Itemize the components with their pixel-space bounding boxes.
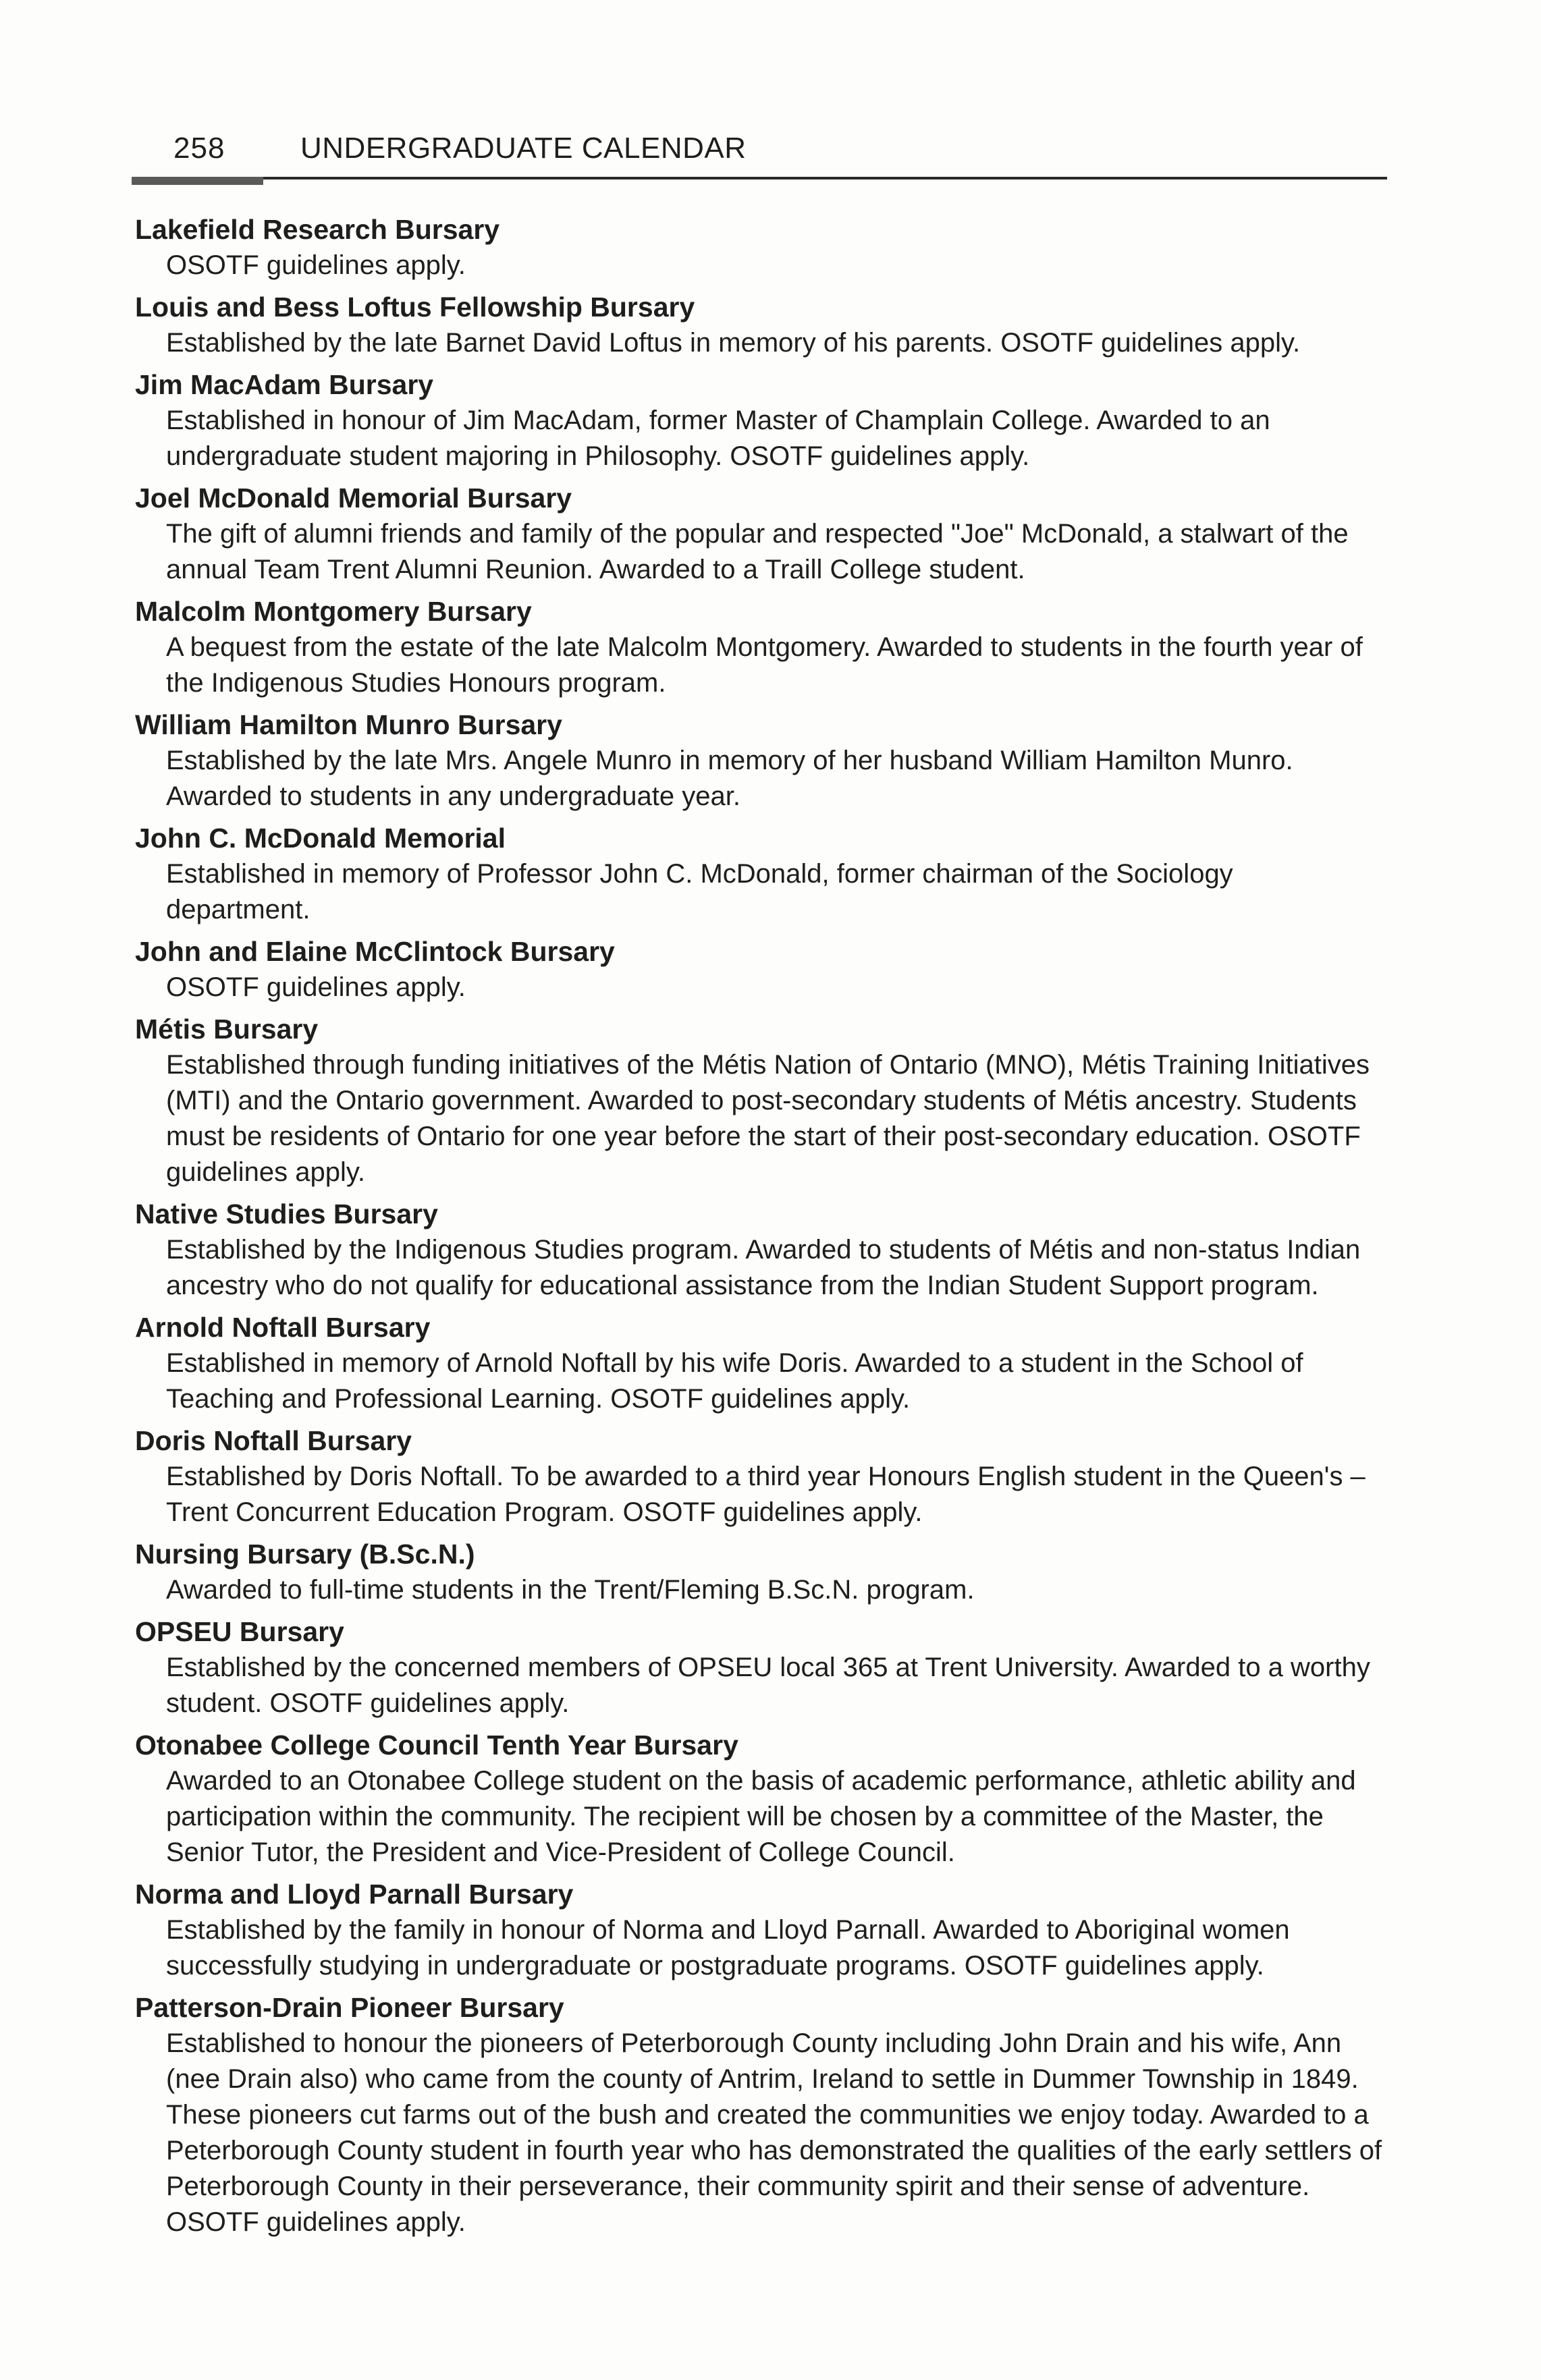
header-rule <box>132 177 1387 179</box>
bursary-entry <box>135 1876 1384 1984</box>
bursary-description: Awarded to an Otonabee College student on the basis of academic performance, athletic ability and participation within the community. The recipient will be chosen by a committee of the Master, the Senior Tutor, the President and Vice-President of College Council. <box>166 1766 1356 1867</box>
bursary-title: Louis and Bess Loftus Fellowship Bursary <box>135 292 695 323</box>
bursary-description: A bequest from the estate of the late Malcolm Montgomery. Awarded to students in the fourth year of the Indigenous Studies Honours program. <box>166 632 1363 698</box>
bursary-entry <box>135 1613 1384 1721</box>
bursary-entry <box>135 1011 1384 1190</box>
bursary-entry <box>135 1309 1384 1417</box>
bursary-title: Otonabee College Council Tenth Year Bursary <box>135 1729 738 1761</box>
bursary-description: Established by the Indigenous Studies program. Awarded to students of Métis and non-status Indian ancestry who do not qualify for educational assistance from the Indian Student Support program. <box>166 1235 1361 1300</box>
bursary-title: Doris Noftall Bursary <box>135 1425 412 1456</box>
bursary-title: Joel McDonald Memorial Bursary <box>135 482 572 514</box>
page-number: 258 <box>173 132 225 165</box>
bursary-list <box>135 211 1384 2246</box>
bursary-entry <box>135 593 1384 701</box>
bursary-entry <box>135 1727 1384 1871</box>
bursary-description: Awarded to full-time students in the Trent/Fleming B.Sc.N. program. <box>166 1575 975 1605</box>
bursary-title: Nursing Bursary (B.Sc.N.) <box>135 1539 475 1570</box>
bursary-entry <box>135 289 1384 361</box>
bursary-entry <box>135 1989 1384 2240</box>
bursary-description: OSOTF guidelines apply. <box>166 972 466 1002</box>
bursary-title: Arnold Noftall Bursary <box>135 1312 431 1343</box>
bursary-title: John C. McDonald Memorial <box>135 823 506 854</box>
bursary-title: William Hamilton Munro Bursary <box>135 709 562 740</box>
bursary-title: OPSEU Bursary <box>135 1616 344 1647</box>
bursary-title: Malcolm Montgomery Bursary <box>135 596 532 627</box>
bursary-description: Established to honour the pioneers of Peterborough County including John Drain and his wife, Ann (nee Drain also) who came from the county of Antrim, Ireland to settle in Dummer Township in 1849. These pioneers cut farms out of the bush and created the communities we enjoy today. Awarded to a Peterborough County student in fourth year who has demonstrated the qualities of the early settlers of Peterborough County in their perseverance, their community spirit and their sense of adventure. OSOTF guidelines apply. <box>166 2028 1382 2237</box>
bursary-entry <box>135 707 1384 814</box>
bursary-entry <box>135 933 1384 1005</box>
bursary-description: Established in memory of Professor John C. McDonald, former chairman of the Sociology department. <box>166 859 1233 924</box>
bursary-entry <box>135 1536 1384 1608</box>
bursary-title: Métis Bursary <box>135 1014 319 1045</box>
bursary-entry <box>135 820 1384 928</box>
running-title: UNDERGRADUATE CALENDAR <box>300 132 747 165</box>
bursary-description: Established by the late Barnet David Loftus in memory of his parents. OSOTF guidelines apply. <box>166 328 1301 358</box>
bursary-entry <box>135 366 1384 474</box>
bursary-entry <box>135 211 1384 283</box>
bursary-description: Established in honour of Jim MacAdam, former Master of Champlain College. Awarded to an undergraduate student majoring in Philosophy. OSOTF guidelines apply. <box>166 406 1270 471</box>
header-tab-marker <box>132 177 263 185</box>
bursary-title: John and Elaine McClintock Bursary <box>135 936 615 967</box>
bursary-entry <box>135 1422 1384 1530</box>
bursary-title: Patterson-Drain Pioneer Bursary <box>135 1992 564 2023</box>
bursary-title: Native Studies Bursary <box>135 1198 438 1229</box>
bursary-description: Established in memory of Arnold Noftall by his wife Doris. Awarded to a student in the School of Teaching and Professional Learning. OSOTF guidelines apply. <box>166 1348 1303 1414</box>
bursary-entry <box>135 480 1384 588</box>
bursary-description: Established by the late Mrs. Angele Munro in memory of her husband William Hamilton Munro. Awarded to students in any undergraduate year. <box>166 746 1293 811</box>
bursary-description: Established through funding initiatives of the Métis Nation of Ontario (MNO), Métis Training Initiatives (MTI) and the Ontario government. Awarded to post-secondary students of Métis ancestry. Students must be residents of Ontario for one year before the start of their post-secondary education. OSOTF guidelines apply. <box>166 1050 1370 1187</box>
bursary-title: Jim MacAdam Bursary <box>135 369 434 400</box>
bursary-description: The gift of alumni friends and family of the popular and respected "Joe" McDonald, a stalwart of the annual Team Trent Alumni Reunion. Awarded to a Traill College student. <box>166 519 1349 584</box>
page-header <box>132 130 1387 184</box>
bursary-title: Norma and Lloyd Parnall Bursary <box>135 1879 574 1910</box>
bursary-entry <box>135 1196 1384 1304</box>
bursary-title: Lakefield Research Bursary <box>135 214 500 245</box>
bursary-description: Established by the concerned members of OPSEU local 365 at Trent University. Awarded to a worthy student. OSOTF guidelines apply. <box>166 1653 1370 1718</box>
bursary-description: OSOTF guidelines apply. <box>166 250 466 280</box>
bursary-description: Established by Doris Noftall. To be awarded to a third year Honours English student in the Queen's – Trent Concurrent Education Program. OSOTF guidelines apply. <box>166 1462 1366 1527</box>
bursary-description: Established by the family in honour of Norma and Lloyd Parnall. Awarded to Aboriginal women successfully studying in undergraduate or postgraduate programs. OSOTF guidelines apply. <box>166 1915 1290 1981</box>
